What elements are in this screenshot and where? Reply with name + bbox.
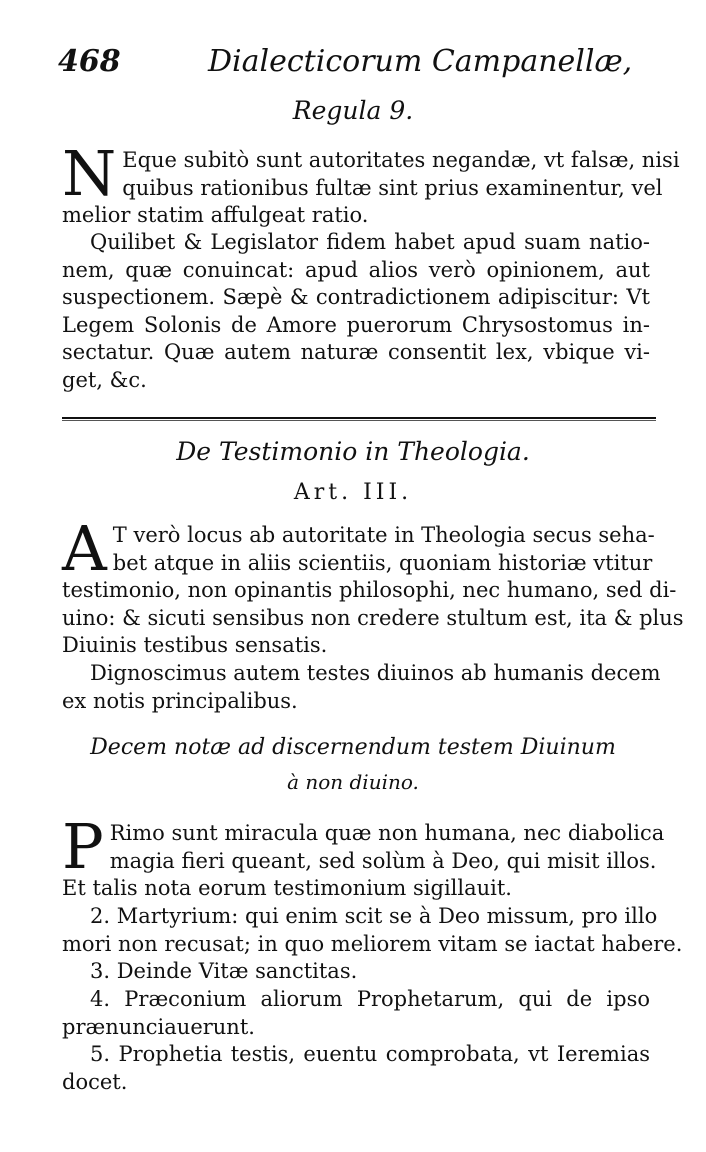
page-header	[58, 38, 658, 84]
running-title: Dialecticorum Campanellæ,	[208, 44, 633, 79]
text-line: suspectionem. Sæpè & contradictionem adipiscitur: Vt	[62, 285, 650, 309]
text-line: bet atque in aliis scientiis, quoniam historiæ vtitur	[112, 550, 653, 575]
text-line: sectatur. Quæ autem naturæ consentit lex, vbique vi-	[62, 340, 650, 364]
section-divider-thin	[62, 420, 656, 421]
rule-paragraph-1	[62, 137, 680, 230]
page-number: 468	[58, 44, 121, 79]
article-paragraph-1	[62, 512, 684, 660]
drop-cap: A	[62, 512, 107, 585]
drop-cap: N	[62, 137, 117, 210]
text-line: nem, quæ conuincat: apud alios verò opinionem, aut	[62, 257, 650, 282]
list-paragraph-1	[62, 810, 665, 903]
rule-heading: Regula 9.	[292, 96, 414, 125]
section-divider	[62, 417, 656, 419]
text-line: docet.	[62, 1069, 128, 1094]
text-line: Dignoscimus autem testes diuinos ab humanis decem	[90, 661, 661, 685]
text-line: melior statim affulgeat ratio.	[62, 203, 369, 227]
article-paragraph-2	[62, 660, 661, 715]
section-title: De Testimonio in Theologia.	[176, 437, 530, 466]
subsection-title-line-1: Decem notæ ad discernendum testem Diuinum	[90, 735, 616, 760]
list-item-2	[62, 903, 683, 958]
article-label: Art. III.	[293, 480, 413, 505]
text-line: ex notis principalibus.	[62, 688, 298, 713]
text-line: magia fieri queant, sed solùm à Deo, qui misit illos.	[109, 848, 657, 873]
list-item-3	[62, 958, 650, 986]
text-line: Quilibet & Legislator fidem habet apud suam natio-	[90, 230, 650, 254]
text-line: Rimo sunt miracula quæ non humana, nec diabolica	[109, 821, 665, 845]
text-line: 3. Deinde Vitæ sanctitas.	[90, 959, 358, 983]
text-line: Diuinis testibus sensatis.	[62, 633, 328, 657]
rule-paragraph-2	[62, 229, 650, 394]
text-line: T verò locus ab autoritate in Theologia secus seha-	[112, 523, 655, 547]
text-line: Et talis nota eorum testimonium sigillauit.	[62, 876, 512, 900]
text-line: 5. Prophetia testis, euentu comprobata, vt Ieremias	[90, 1042, 650, 1066]
text-line: Legem Solonis de Amore puerorum Chrysostomus in-	[62, 312, 650, 337]
list-item-4	[62, 986, 650, 1041]
text-line: uino: & sicuti sensibus non credere stultum est, ita & plus	[62, 605, 684, 630]
text-line: prænunciauerunt.	[62, 1014, 255, 1039]
drop-cap: P	[62, 810, 104, 883]
text-line: testimonio, non opinantis philosophi, nec humano, sed di-	[62, 578, 677, 602]
text-line: 4. Præconium aliorum Prophetarum, qui de ipso	[90, 987, 650, 1011]
list-item-5	[62, 1041, 650, 1096]
subsection-title-line-2: à non diuino.	[287, 770, 419, 794]
text-line: mori non recusat; in quo meliorem vitam se iactat habere.	[62, 931, 683, 956]
text-line: Eque subitò sunt autoritates negandæ, vt falsæ, nisi	[122, 148, 680, 172]
text-line: 2. Martyrium: qui enim scit se à Deo missum, pro illo	[90, 904, 658, 928]
text-line: get, &c.	[62, 367, 147, 392]
text-line: quibus rationibus fultæ sint prius examinentur, vel	[122, 175, 663, 200]
